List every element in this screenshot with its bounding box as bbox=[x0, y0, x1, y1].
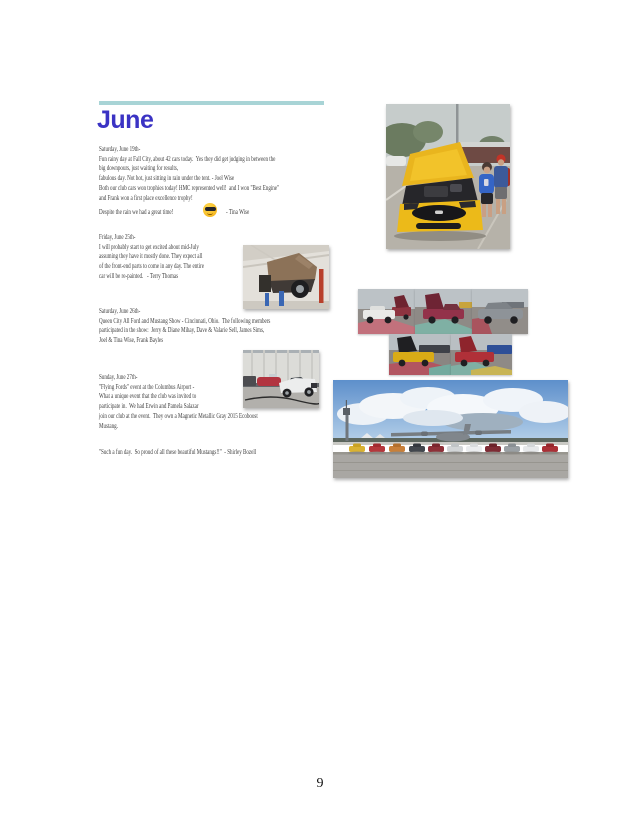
entry-quote: "Such a fun day. So proud of all these beautiful Mustangs!!" - Shirley Bozell bbox=[99, 448, 257, 457]
tagline-text: Despite the rain we had a great time! bbox=[99, 208, 174, 216]
entry-june25 bbox=[99, 233, 245, 282]
entry-body: Fun rainy day at Fall City, about 42 cars today. Yes they did get judging in between the big downpours, just waiting for results, fabulous day. Not hot, just sitting in rain under the tent. - Joel Wise Both our club cars won trophies today! HMC represented well! and I won "Best Engine" and Frank won a first place excellence trophy! bbox=[99, 154, 280, 202]
sunglasses-emoji-icon bbox=[203, 203, 217, 217]
entry-body: I will probably start to get excited about mid-July assuming they have it mostly done. They expect all of the front-end parts to come in any day. The entire car will be re-painted. - Terry Thomas bbox=[99, 242, 204, 280]
photo-flying-fords-airport bbox=[333, 380, 568, 478]
accent-bar bbox=[99, 101, 324, 105]
photo-yellow-mustang-trophy-winners bbox=[386, 104, 510, 249]
photo-white-mustang-show bbox=[358, 289, 415, 334]
photo-white-mustang-hangar bbox=[243, 350, 319, 408]
entry-june26 bbox=[99, 307, 337, 346]
photo-mustang-restoration-lift bbox=[243, 245, 329, 309]
tagline-attribution: - Tina Wise bbox=[226, 208, 250, 216]
entry-heading: Sunday, June 27th- bbox=[99, 373, 138, 381]
page-number: 9 bbox=[316, 776, 324, 791]
photo-yellow-mustang-show bbox=[389, 334, 451, 375]
entry-body: "Flying Fords" event at the Columbus Airport - What a unique event that the club was invited to participate in. We had Erwin and Pamela Salazar bbox=[99, 382, 199, 411]
photo-red-mustang-show bbox=[451, 334, 512, 375]
entry-heading: Saturday, June 26th- bbox=[99, 307, 141, 315]
entry-body: join our club at the event. They own a Magnetic Metallic Gray 2015 Ecoboost Mustang. bbox=[99, 411, 258, 430]
photo-gray-mustang-show bbox=[472, 289, 528, 334]
entry-heading: Friday, June 25th- bbox=[99, 233, 136, 241]
photo-maroon-mustang-show bbox=[415, 289, 472, 334]
entry-june19 bbox=[99, 145, 349, 203]
tagline-row bbox=[99, 203, 329, 219]
entry-body: Queen City All Ford and Mustang Show - Cincinnati, Ohio. The following members participated in the show: Jerry & Diane Mihay, Dave & Valarie Sell, James Sims, Joel & Tina Wise, Frank Bayles bbox=[99, 316, 271, 345]
page-title: June bbox=[97, 106, 154, 134]
entry-heading: Saturday, June 19th- bbox=[99, 145, 141, 153]
